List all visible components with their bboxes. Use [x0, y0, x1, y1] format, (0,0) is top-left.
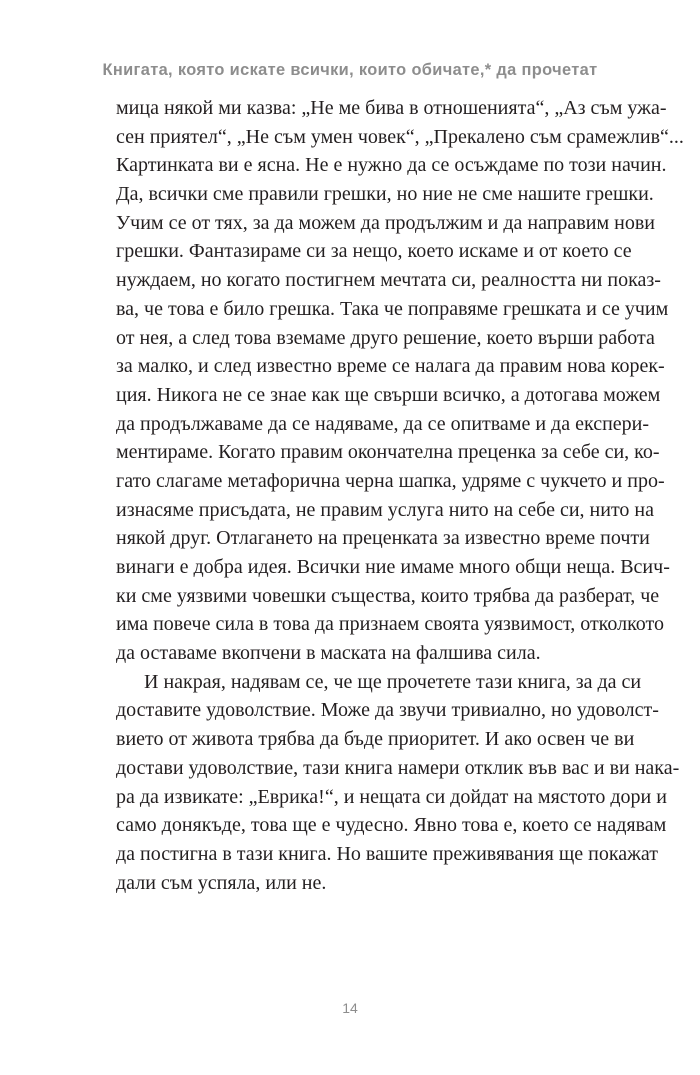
text-line: да оставаме вкопчени в маската на фалшива сила. — [116, 642, 541, 665]
paragraph-2 — [116, 668, 680, 898]
text-line: Картинката ви е ясна. Не е нужно да се осъждаме по този начин. — [116, 154, 667, 177]
text-line: вието от живота трябва да бъде приоритет. И ако освен че ви — [116, 728, 635, 751]
text-line: да постигна в тази книга. Но вашите преживявания ще покажат — [116, 842, 659, 865]
text-line: изнасяме присъдата, не правим услуга нито на себе си, нито на — [116, 498, 655, 521]
text-line: само донякъде, това ще е чудесно. Явно това е, което се надявам — [116, 814, 667, 837]
text-line: достави удоволствие, тази книга намери отклик във вас и ви нака- — [116, 756, 680, 779]
text-line: ки сме уязвими човешки същества, които трябва да разберат, че — [116, 584, 660, 607]
page-number: 14 — [342, 1000, 358, 1016]
text-line: И накрая, надявам се, че ще прочетете тази книга, за да си — [144, 670, 642, 693]
text-line: гато слагаме метафорична черна шапка, удряме с чукчето и про- — [116, 469, 665, 492]
text-line: нуждаем, но когато постигнем мечтата си, реалността ни показ- — [116, 269, 661, 292]
text-line: от нея, а след това вземаме друго решение, което върши работа — [116, 326, 655, 349]
paragraph-1 — [116, 94, 684, 668]
text-line: ция. Никога не се знае как ще свърши всичко, а дотогава можем — [116, 383, 661, 406]
text-line: мица някой ми казва: „Не ме бива в отношенията“, „Аз съм ужа- — [116, 97, 667, 119]
text-line: ра да извикате: „Еврика!“, и нещата си дойдат на мястото дори и — [116, 785, 667, 808]
body-text — [116, 94, 684, 897]
running-header: Книгата, която искате всички, които обичате,* да прочетат — [102, 61, 598, 79]
text-line: ва, че това е било грешка. Така че поправяме грешката и се учим — [116, 297, 669, 320]
text-line: грешки. Фантазираме си за нещо, което искаме и от което се — [116, 240, 632, 263]
text-line: някой друг. Отлагането на преценката за известно време почти — [116, 527, 650, 550]
text-line: ментираме. Когато правим окончателна преценка за себе си, ко- — [116, 441, 660, 464]
text-line: има повече сила в това да признаем своята уязвимост, отколкото — [116, 613, 665, 636]
text-line: за малко, и след известно време се налага да правим нова корек- — [116, 355, 665, 378]
text-line: сен приятел“, „Не съм умен човек“, „Прекалено съм срамежлив“... — [116, 125, 684, 148]
text-line: Да, всички сме правили грешки, но ние не сме нашите грешки. — [116, 183, 654, 206]
text-line: дали съм успяла, или не. — [116, 871, 327, 894]
text-line: Учим се от тях, за да можем да продължим и да направим нови — [116, 211, 655, 234]
text-line: винаги е добра идея. Всички ние имаме много общи неща. Всич- — [116, 556, 670, 578]
text-line: доставите удоволствие. Може да звучи тривиално, но удоволст- — [116, 699, 659, 722]
text-line: да продължаваме да се надяваме, да се опитваме и да експери- — [116, 412, 650, 435]
